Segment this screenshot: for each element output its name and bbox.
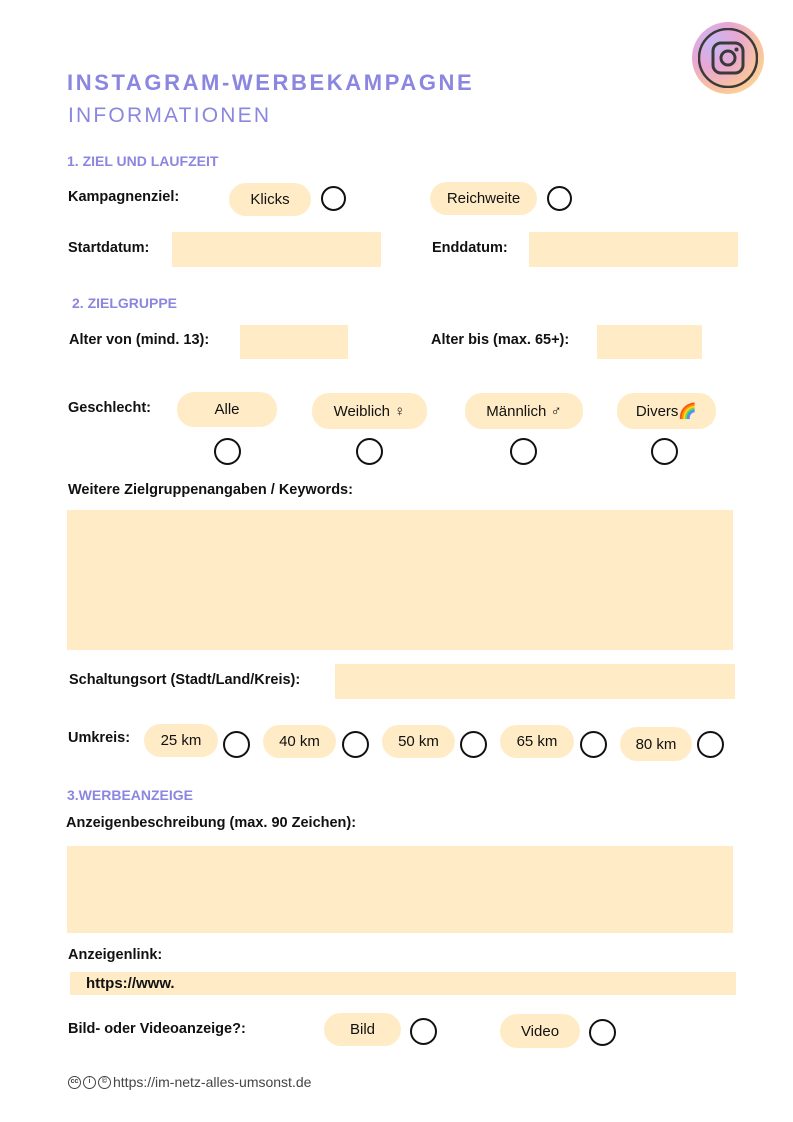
keywords-field[interactable] xyxy=(67,510,733,650)
section-heading-ad: 3.WERBEANZEIGE xyxy=(67,787,194,803)
age-to-label: Alter bis (max. 65+): xyxy=(431,332,570,348)
page-title: INSTAGRAM-WERBEKAMPAGNE xyxy=(67,70,475,95)
radius-option-80[interactable]: 80 km xyxy=(620,727,692,761)
media-video-radio[interactable] xyxy=(589,1019,616,1046)
end-date-label: Enddatum: xyxy=(432,240,508,256)
start-date-field[interactable] xyxy=(172,232,381,267)
radius-option-40[interactable]: 40 km xyxy=(263,725,336,758)
radius-option-50[interactable]: 50 km xyxy=(382,725,455,758)
page-subtitle: INFORMATIONEN xyxy=(68,104,272,127)
keywords-label: Weitere Zielgruppenangaben / Keywords: xyxy=(68,482,353,498)
start-date-label: Startdatum: xyxy=(68,240,150,256)
description-field[interactable] xyxy=(67,846,733,933)
radius-option-65[interactable]: 65 km xyxy=(500,725,574,758)
goal-clicks-radio[interactable] xyxy=(321,186,346,211)
link-label: Anzeigenlink: xyxy=(68,947,163,963)
gender-option-male[interactable]: Männlich ♂ xyxy=(465,393,583,429)
age-from-label: Alter von (mind. 13): xyxy=(69,332,210,348)
link-value: https://www. xyxy=(86,975,175,992)
age-from-field[interactable] xyxy=(240,325,348,359)
gender-male-radio[interactable] xyxy=(510,438,537,465)
location-field[interactable] xyxy=(335,664,735,699)
description-label: Anzeigenbeschreibung (max. 90 Zeichen): xyxy=(66,815,357,831)
gender-label: Geschlecht: xyxy=(68,400,151,416)
radius-label: Umkreis: xyxy=(68,730,131,746)
radius-80-radio[interactable] xyxy=(697,731,724,758)
media-label: Bild- oder Videoanzeige?: xyxy=(68,1021,246,1037)
radius-25-radio[interactable] xyxy=(223,731,250,758)
radius-option-25[interactable]: 25 km xyxy=(144,724,218,757)
radius-50-radio[interactable] xyxy=(460,731,487,758)
gender-option-diverse[interactable]: Divers🌈 xyxy=(617,393,716,429)
end-date-field[interactable] xyxy=(529,232,738,267)
goal-option-reach[interactable]: Reichweite xyxy=(430,182,537,215)
gender-all-radio[interactable] xyxy=(214,438,241,465)
media-option-video[interactable]: Video xyxy=(500,1014,580,1048)
media-option-image[interactable]: Bild xyxy=(324,1013,401,1046)
footer-url[interactable]: https://im-netz-alles-umsonst.de xyxy=(113,1074,312,1090)
gender-female-radio[interactable] xyxy=(356,438,383,465)
goal-option-clicks[interactable]: Klicks xyxy=(229,183,311,216)
cc-icon: cc xyxy=(68,1076,81,1089)
instagram-logo xyxy=(692,22,764,94)
section-heading-goal: 1. ZIEL UND LAUFZEIT xyxy=(67,153,219,169)
media-image-radio[interactable] xyxy=(410,1018,437,1045)
age-to-field[interactable] xyxy=(597,325,702,359)
copyright-icon: © xyxy=(98,1076,111,1089)
by-icon: i xyxy=(83,1076,96,1089)
radius-40-radio[interactable] xyxy=(342,731,369,758)
goal-reach-radio[interactable] xyxy=(547,186,572,211)
gender-option-female[interactable]: Weiblich ♀ xyxy=(312,393,427,429)
section-heading-audience: 2. ZIELGRUPPE xyxy=(72,295,178,311)
location-label: Schaltungsort (Stadt/Land/Kreis): xyxy=(69,672,301,688)
gender-option-all[interactable]: Alle xyxy=(177,392,277,427)
instagram-icon xyxy=(698,28,758,88)
radius-65-radio[interactable] xyxy=(580,731,607,758)
goal-label: Kampagnenziel: xyxy=(68,189,180,205)
footer xyxy=(68,1074,311,1090)
gender-diverse-radio[interactable] xyxy=(651,438,678,465)
